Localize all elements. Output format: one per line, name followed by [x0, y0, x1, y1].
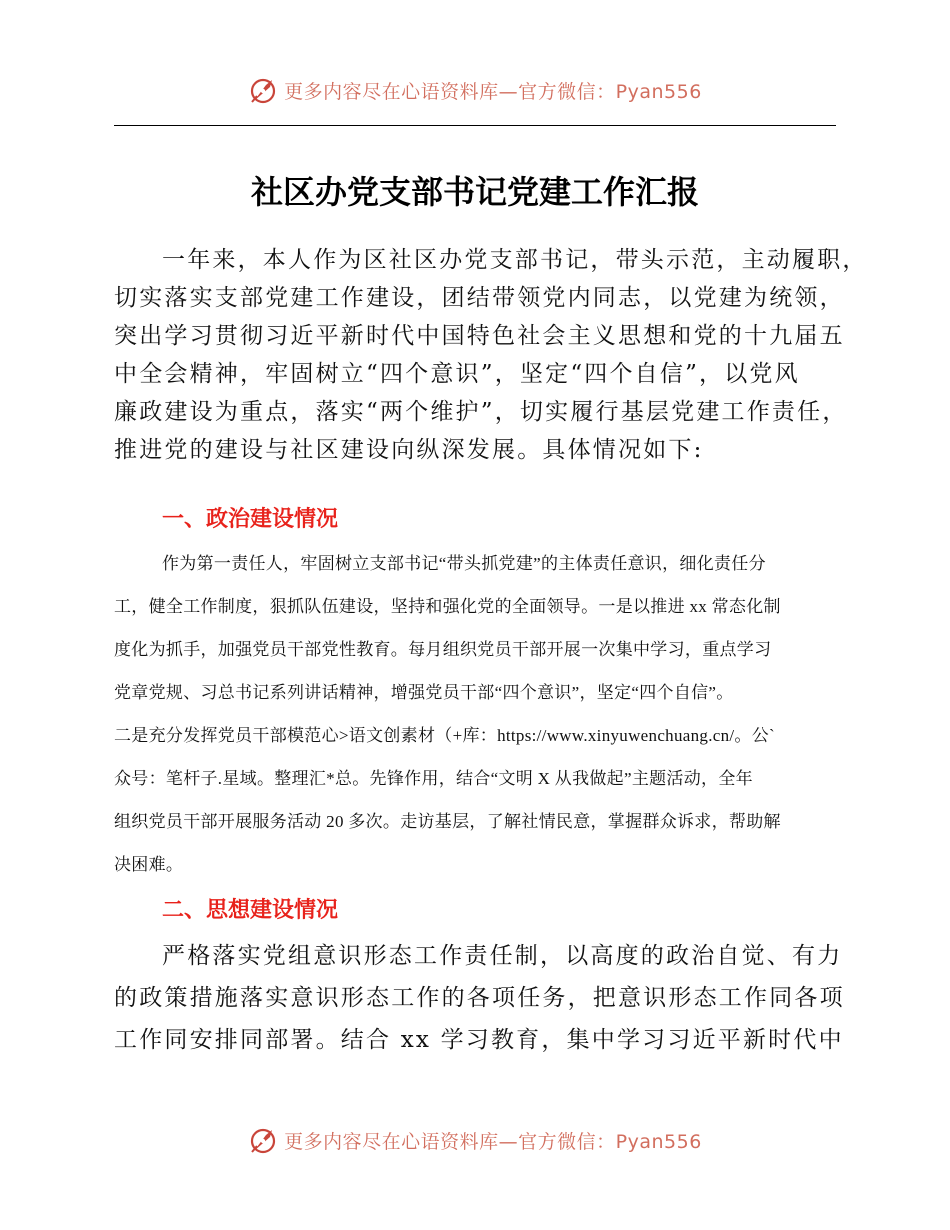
intro-line: 突出学习贯彻习近平新时代中国特色社会主义思想和党的十九届五 — [114, 323, 845, 349]
section1-line: 组织党员干部开展服务活动 20 多次。走访基层，了解社情民意，掌握群众诉求，帮助解 — [114, 812, 781, 831]
pen-nib-logo-icon — [248, 75, 278, 105]
section2-line: 工作同安排同部署。结合 xx 学习教育，集中学习习近平新时代中 — [114, 1027, 844, 1053]
section1-line: 决困难。 — [114, 855, 184, 874]
intro-line: 推进党的建设与社区建设向纵深发展。具体情况如下: — [114, 437, 704, 463]
footer-watermark — [0, 1120, 950, 1160]
section-heading-ideological: 二、思想建设情况 — [162, 898, 339, 923]
intro-line: 廉政建设为重点，落实“两个维护”，切实履行基层党建工作责任， — [114, 399, 848, 425]
section1-line: 作为第一责任人，牢固树立支部书记“带头抓党建”的主体责任意识，细化责任分 — [162, 554, 766, 573]
section2-line: 的政策措施落实意识形态工作的各项任务，把意识形态工作同各项 — [114, 985, 845, 1011]
intro-line: 一年来，本人作为区社区办党支部书记，带头示范，主动履职， — [162, 247, 868, 273]
section1-line: 度化为抓手，加强党员干部党性教育。每月组织党员干部开展一次集中学习，重点学习 — [114, 640, 772, 659]
section-heading-political: 一、政治建设情况 — [162, 507, 339, 532]
watermark-text: 更多内容尽在心语资料库—官方微信：Pyan556 — [284, 1130, 702, 1153]
watermark-text: 更多内容尽在心语资料库—官方微信：Pyan556 — [284, 80, 702, 103]
section1-line: 二是充分发挥党员干部模范心>语文创素材（+库：https://www.xinyuwenchuang.cn/。公` — [114, 726, 775, 745]
pen-nib-logo-icon — [248, 1125, 278, 1155]
header-watermark — [0, 70, 950, 110]
header-divider — [114, 125, 836, 126]
intro-line: 中全会精神，牢固树立“四个意识”，坚定“四个自信”，以党风 — [114, 361, 800, 387]
intro-line: 切实落实支部党建工作建设，团结带领党内同志，以党建为统领， — [114, 285, 845, 311]
document-title: 社区办党支部书记党建工作汇报 — [250, 173, 699, 211]
section1-line: 工，健全工作制度，狠抓队伍建设，坚持和强化党的全面领导。一是以推进 xx 常态化制 — [114, 597, 781, 616]
section1-line: 众号：笔杆子.星域。整理汇*总。先锋作用，结合“文明 X 从我做起”主题活动，全年 — [114, 769, 753, 788]
section1-line: 党章党规、习总书记系列讲话精神，增强党员干部“四个意识”，坚定“四个自信”。 — [114, 683, 734, 702]
section2-line: 严格落实党组意识形态工作责任制，以高度的政治自觉、有力 — [162, 943, 843, 969]
